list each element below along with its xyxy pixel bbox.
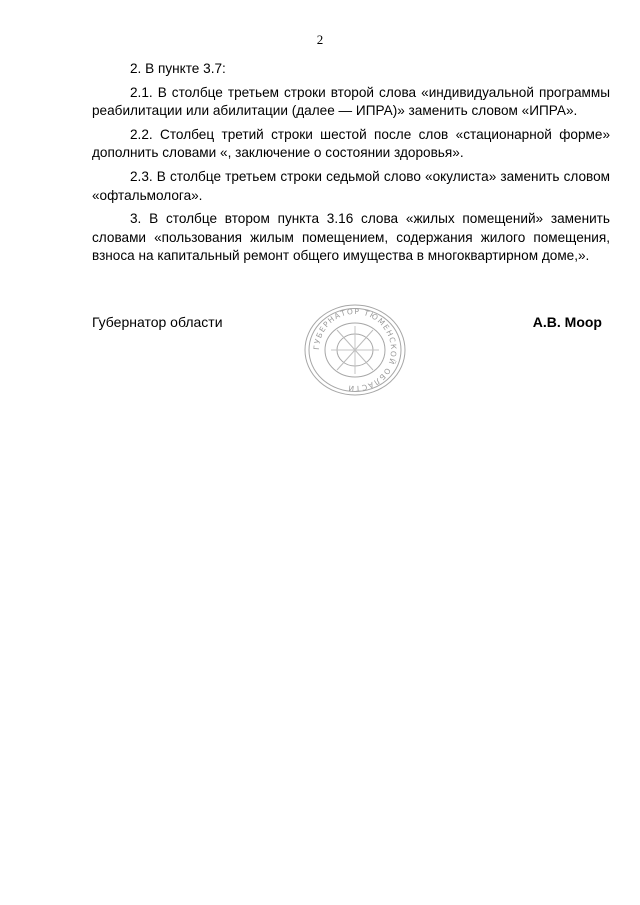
official-seal xyxy=(297,300,413,400)
paragraph-2-2: 2.2. Столбец третий строки шестой после слов «стационарной форме» дополнить словами «, заключение о состоянии здоровья». xyxy=(92,126,610,161)
signatory-name: А.В. Моор xyxy=(532,314,602,330)
paragraph-2-1: 2.1. В столбце третьем строки второй слова «индивидуальной программы реабилитации или абилитации (далее — ИПРА)» заменить словом «ИПРА». xyxy=(92,84,610,119)
paragraph-2-3: 2.3. В столбце третьем строки седьмой слово «окулиста» заменить словом «офтальмолога». xyxy=(92,168,610,203)
page-number: 2 xyxy=(316,32,324,47)
paragraph-3: 3. В столбце втором пункта 3.16 слова «жилых помещений» заменить словами «пользования жилым помещением, содержания жилого помещения, взноса на капитальный ремонт общего имущества в многоквартирном доме,». xyxy=(92,211,610,264)
signatory-title: Губернатор области xyxy=(92,314,223,330)
svg-text:ГУБЕРНАТОР ТЮМЕНСКОЙ ОБЛАСТИ: ГУБЕРНАТОР ТЮМЕНСКОЙ ОБЛАСТИ xyxy=(311,306,399,394)
signature-block xyxy=(0,300,640,410)
paragraph-2: 2. В пункте 3.7: xyxy=(130,61,226,76)
document-body xyxy=(92,60,610,271)
